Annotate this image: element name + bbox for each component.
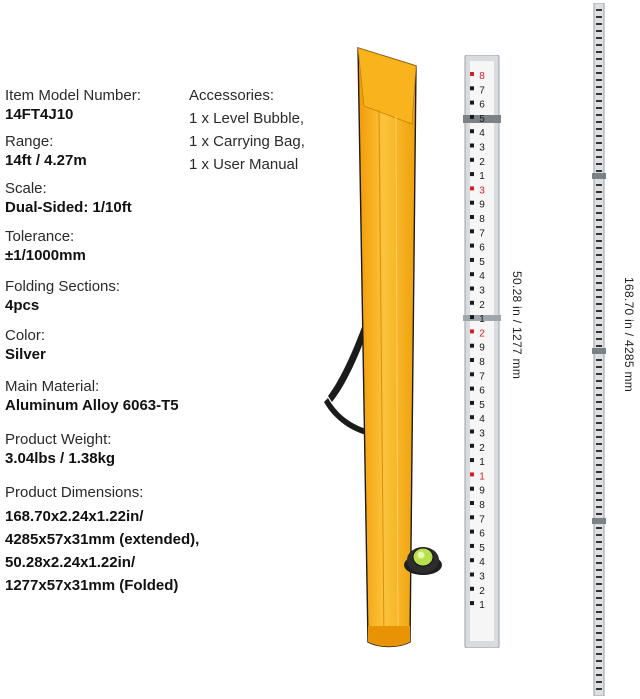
extended-staff-tick [596, 303, 602, 305]
staff-tick [470, 544, 474, 548]
staff-digit: 7 [479, 228, 485, 240]
extended-staff-tick [596, 674, 602, 676]
extended-staff-tick [596, 135, 602, 137]
extended-staff-tick [596, 30, 602, 32]
extended-staff-tick [596, 429, 602, 431]
extended-staff-tick [596, 401, 602, 403]
extended-staff-tick [596, 499, 602, 501]
extended-staff-tick [596, 590, 602, 592]
extended-staff-tick [596, 660, 602, 662]
staff-digit: 8 [479, 500, 485, 511]
extended-staff-tick [596, 583, 602, 585]
extended-staff-tick [596, 513, 602, 515]
staff-digit: 7 [479, 514, 485, 526]
spec-label: Range: [5, 133, 54, 150]
staff-digit: 2 [479, 442, 485, 454]
extended-staff-tick [596, 338, 602, 340]
staff-digit: 6 [479, 242, 485, 254]
extended-staff-tick [596, 422, 602, 424]
staff-digit: 9 [479, 342, 485, 354]
spec-value: 3.04lbs / 1.38kg [5, 450, 116, 467]
staff-tick [470, 329, 474, 333]
spec-value: Aluminum Alloy 6063-T5 [5, 397, 179, 414]
extended-staff-tick [596, 16, 602, 18]
extended-staff-tick [596, 576, 602, 578]
spec-dimensions [5, 483, 245, 597]
spec-scale [5, 179, 245, 217]
extended-staff-tick [596, 275, 602, 277]
staff-digit: 2 [479, 299, 485, 311]
extended-staff-tick [596, 44, 602, 46]
extended-staff-tick [596, 562, 602, 564]
extended-staff-tick [596, 79, 602, 81]
extended-staff-tick [596, 548, 602, 550]
extended-staff-tick [596, 184, 602, 186]
extended-staff-tick [596, 485, 602, 487]
staff-digit: 4 [479, 128, 485, 140]
staff-tick [470, 201, 474, 205]
spec-label: Product Weight: [5, 431, 112, 448]
staff-tick [470, 530, 474, 534]
dimension-line: 4285x57x31mm (extended), [5, 531, 200, 548]
staff-tick [470, 315, 474, 319]
staff-tick [470, 86, 474, 90]
extended-staff-tick [596, 646, 602, 648]
extended-staff-tick [596, 191, 602, 193]
extended-staff-tick [596, 72, 602, 74]
staff-digit: 3 [479, 142, 485, 154]
extended-staff-tick [596, 653, 602, 655]
accessories-label: Accessories: [189, 87, 275, 104]
extended-staff-tick [596, 443, 602, 445]
staff-digit: 5 [479, 113, 485, 125]
spec-label: Color: [5, 327, 46, 344]
staff-digit: 8 [479, 71, 485, 82]
extended-staff-tick [596, 457, 602, 459]
staff-tick [470, 186, 474, 190]
staff-digit: 2 [479, 328, 485, 340]
staff-digit: 1 [479, 314, 485, 326]
staff-digit: 8 [479, 357, 485, 368]
extended-staff-tick [596, 611, 602, 613]
extended-staff-tick [596, 261, 602, 263]
dimension-line: 50.28x2.24x1.22in/ [5, 554, 136, 571]
extended-staff-tick [596, 667, 602, 669]
extended-staff-tick [596, 289, 602, 291]
extended-staff-tick [596, 205, 602, 207]
extended-staff-tick [596, 65, 602, 67]
spec-value: Dual-Sided: 1/10ft [5, 199, 132, 216]
extended-staff-tick [596, 597, 602, 599]
spec-label: Product Dimensions: [5, 484, 144, 501]
staff-digit: 1 [479, 171, 485, 183]
staff-tick [470, 158, 474, 162]
staff-tick [470, 501, 474, 505]
extended-staff-tick [596, 100, 602, 102]
extended-staff-tick [596, 107, 602, 109]
staff-tick [470, 458, 474, 462]
extended-staff-tick [596, 569, 602, 571]
staff-tick [470, 472, 474, 476]
extended-staff-tick [596, 51, 602, 53]
extended-staff-tick [596, 415, 602, 417]
staff-tick [470, 272, 474, 276]
extended-staff-tick [596, 23, 602, 25]
staff-digit: 4 [479, 557, 485, 569]
extended-staff-tick [596, 324, 602, 326]
staff-tick [470, 587, 474, 591]
extended-staff-tick [596, 436, 602, 438]
extended-staff-tick [596, 142, 602, 144]
extended-staff-tick [596, 233, 602, 235]
extended-staff-tick [596, 296, 602, 298]
extended-staff-tick [596, 464, 602, 466]
extended-staff-tick [596, 9, 602, 11]
staff-digit: 1 [479, 600, 485, 612]
folded-dimension-text: 50.28 in / 1277 mm [510, 270, 524, 380]
extended-staff-tick [596, 373, 602, 375]
bag-strap-lower [324, 398, 370, 436]
extended-staff-tick [596, 541, 602, 543]
extended-staff-tick [596, 282, 602, 284]
staff-digit: 3 [479, 428, 485, 440]
extended-staff-tick [596, 408, 602, 410]
staff-tick [470, 401, 474, 405]
staff-tick [470, 444, 474, 448]
extended-staff-tick [596, 219, 602, 221]
extended-staff-tick [596, 247, 602, 249]
extended-staff-tick [596, 604, 602, 606]
staff-tick [470, 358, 474, 362]
staff-tick [470, 258, 474, 262]
spec-label: Tolerance: [5, 228, 75, 245]
spec-weight [5, 430, 245, 468]
staff-tick [470, 558, 474, 562]
spec-material [5, 377, 245, 415]
extended-staff-tick [596, 212, 602, 214]
extended-staff-tick [596, 93, 602, 95]
extended-staff-tick [596, 478, 602, 480]
extended-staff-tick [596, 331, 602, 333]
spec-color [5, 326, 245, 364]
bag-bottom [368, 626, 410, 647]
extended-staff-tick [596, 170, 602, 172]
extended-staff-image [586, 3, 610, 696]
extended-staff-tick [596, 226, 602, 228]
staff-digit: 2 [479, 585, 485, 597]
extended-staff-tick [596, 156, 602, 158]
accessory-item: 1 x Carrying Bag, [189, 133, 305, 150]
extended-staff-tick [596, 527, 602, 529]
extended-staff-tick [596, 268, 602, 270]
staff-tick [470, 430, 474, 434]
staff-digit: 3 [479, 285, 485, 297]
staff-tick [470, 172, 474, 176]
folded-dimension-label [506, 200, 528, 450]
staff-tick [470, 72, 474, 76]
dimension-line: 1277x57x31mm (Folded) [5, 577, 179, 594]
staff-tick [470, 101, 474, 105]
staff-tick [470, 344, 474, 348]
extended-staff-tick [596, 163, 602, 165]
staff-digit: 7 [479, 371, 485, 383]
spec-label: Item Model Number: [5, 87, 141, 104]
extended-staff-tick [596, 366, 602, 368]
extended-staff-tick [596, 618, 602, 620]
extended-staff-tick [596, 37, 602, 39]
extended-dimension-text: 168.70 in / 4285 mm [622, 277, 636, 393]
staff-digit: 3 [479, 185, 485, 197]
staff-tick [470, 287, 474, 291]
staff-tick [470, 129, 474, 133]
staff-digit: 9 [479, 485, 485, 497]
extended-staff-tick [596, 506, 602, 508]
extended-staff-tick [596, 688, 602, 690]
staff-digit: 8 [479, 214, 485, 225]
staff-tick [470, 387, 474, 391]
staff-tick [470, 515, 474, 519]
extended-staff-tick [596, 534, 602, 536]
spec-value: Silver [5, 346, 46, 363]
spec-tolerance [5, 227, 245, 265]
staff-tick [470, 229, 474, 233]
staff-tick [470, 244, 474, 248]
staff-digit: 5 [479, 542, 485, 554]
extended-dimension-label [618, 210, 640, 460]
extended-staff-tick [596, 450, 602, 452]
staff-tick [470, 144, 474, 148]
extended-staff-tick [596, 310, 602, 312]
spec-folding-sections [5, 277, 245, 315]
extended-staff-tick [596, 625, 602, 627]
staff-digit: 6 [479, 99, 485, 111]
level-bubble-image [402, 540, 444, 576]
staff-tick [470, 601, 474, 605]
spec-value: 14ft / 4.27m [5, 152, 87, 169]
extended-staff-tick [596, 198, 602, 200]
extended-staff-tick [596, 345, 602, 347]
staff-tick [470, 215, 474, 219]
extended-staff-tick [596, 380, 602, 382]
staff-tick [470, 573, 474, 577]
staff-tick [470, 301, 474, 305]
extended-staff-tick [596, 632, 602, 634]
staff-digit: 2 [479, 156, 485, 168]
extended-staff-tick [596, 394, 602, 396]
spec-value: 4pcs [5, 297, 40, 314]
extended-staff-tick [596, 114, 602, 116]
staff-tick [470, 487, 474, 491]
extended-staff-tick [596, 86, 602, 88]
extended-staff-tick [596, 58, 602, 60]
spec-label: Scale: [5, 180, 47, 197]
extended-staff-tick [596, 387, 602, 389]
staff-digit: 9 [479, 199, 485, 211]
extended-staff-tick [596, 240, 602, 242]
extended-staff-tick [596, 681, 602, 683]
extended-staff-tick [596, 128, 602, 130]
staff-digit: 3 [479, 571, 485, 583]
staff-digit: 5 [479, 256, 485, 268]
spec-label: Main Material: [5, 378, 100, 395]
staff-digit: 7 [479, 85, 485, 97]
extended-staff-tick [596, 359, 602, 361]
accessory-item: 1 x Level Bubble, [189, 110, 305, 127]
spec-value: ±1/1000mm [5, 247, 86, 264]
staff-digit: 6 [479, 528, 485, 540]
staff-tick [470, 372, 474, 376]
folded-staff-image [463, 55, 501, 648]
staff-digit: 4 [479, 414, 485, 426]
accessory-item: 1 x User Manual [189, 156, 299, 173]
staff-tick [470, 415, 474, 419]
extended-staff-tick [596, 471, 602, 473]
extended-staff-tick [596, 639, 602, 641]
dimension-line: 168.70x2.24x1.22in/ [5, 508, 144, 525]
extended-staff-tick [596, 121, 602, 123]
staff-digit: 4 [479, 271, 485, 283]
staff-digit: 6 [479, 385, 485, 397]
extended-staff-tick [596, 254, 602, 256]
extended-staff-tick [596, 149, 602, 151]
extended-staff-tick [596, 555, 602, 557]
spec-label: Folding Sections: [5, 278, 121, 295]
staff-digit: 5 [479, 399, 485, 411]
staff-tick [470, 115, 474, 119]
extended-staff-tick [596, 492, 602, 494]
extended-staff-tick [596, 317, 602, 319]
spec-value: 14FT4J10 [5, 106, 74, 123]
staff-digit: 1 [479, 471, 485, 483]
staff-digit: 1 [479, 457, 485, 469]
